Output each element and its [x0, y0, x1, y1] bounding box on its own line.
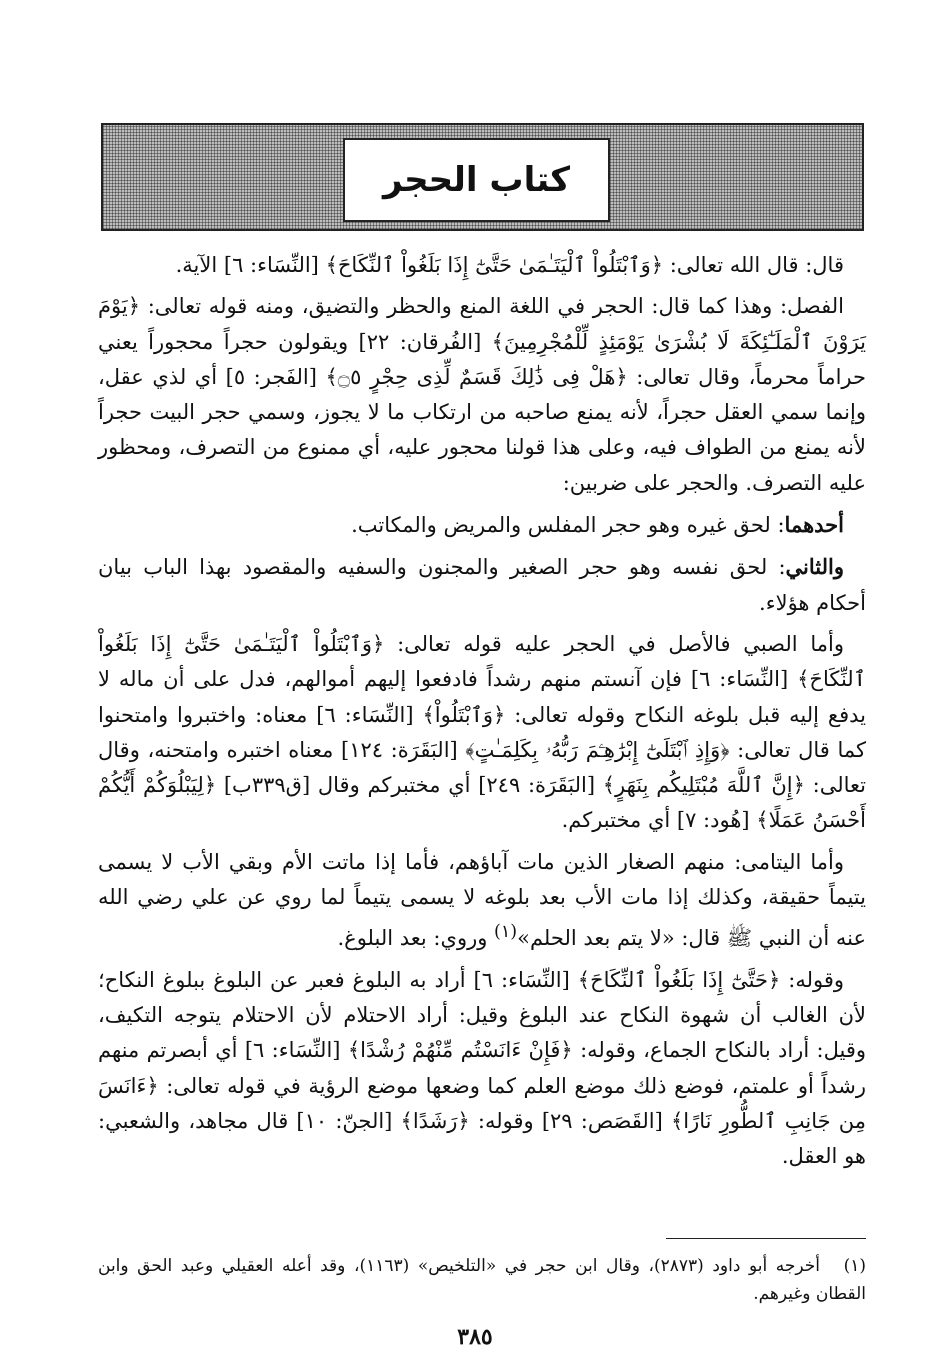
- paragraph: [98, 845, 866, 957]
- quran-verse: ﴿ءَانَسَ مِن جَانِبِ ٱلطُّورِ نَارًا﴾: [98, 1073, 866, 1133]
- text-segment: [النِّسَاء: ٦] الآية.: [175, 253, 326, 277]
- footnote-text: أخرجه أبو داود (٢٨٧٣)، وقال ابن حجر في «التلخيص» (١١٦٣)، وقد أعله العقيلي وعبد الحق وابن القطان وغيرهم.: [98, 1256, 866, 1304]
- text-segment: [القَصَص: ٢٩] وقوله:: [469, 1108, 671, 1133]
- quran-verse: ﴿لِيَبْلُوَكُمْ أَيُّكُمْ أَحْسَنُ عَمَلًا﴾: [98, 773, 866, 833]
- text-segment: وأما الصبي فالأصل في الحجر عليه قوله تعالى:: [384, 631, 844, 656]
- footnote-ref: (١): [494, 922, 518, 943]
- text-segment: [هُود: ٧] أي مختبركم.: [561, 808, 757, 833]
- footnote-number: (١): [843, 1256, 867, 1276]
- text-segment: [البَقَرَة: ١٢٤] معناه اختبره وامتحنه، وقال تعالى:: [98, 737, 866, 798]
- text-segment: [الجنّ: ١٠] قال مجاهد، والشعبي: هو العقل.: [98, 1108, 866, 1169]
- paragraph: [98, 963, 866, 1175]
- quran-verse: ﴿وَإِذِ ٱبْتَلَىٰٓ إِبْرَٰهِـۧمَ رَبُّهُۥ بِكَلِمَـٰتٍ﴾: [465, 737, 730, 762]
- footnote: [98, 1252, 866, 1308]
- text-segment: وروي: بعد البلوغ.: [337, 926, 495, 951]
- body-text: [98, 248, 866, 1180]
- quran-verse: ﴿وَٱبْتَلُواْ ٱلْيَتَـٰمَىٰ حَتَّىٰٓ إِذَا بَلَغُواْ ٱلنِّكَاحَ﴾: [98, 631, 866, 692]
- quran-verse: ﴿رَشَدًا﴾: [400, 1108, 470, 1133]
- text-segment: [النِّسَاء: ٦] معناه: واختبروا وامتحنوا كما قال تعالى:: [98, 702, 866, 762]
- quran-verse: ﴿وَٱبْتَلُواْ﴾: [422, 702, 506, 727]
- text-segment: : لحق نفسه وهو حجر الصغير والمجنون والسفيه والمقصود بهذا الباب بيان أحكام هؤلاء.: [98, 555, 866, 615]
- bold-term: أحدهما: [784, 512, 844, 538]
- text-segment: [النِّسَاء: ٦] أراد به البلوغ فعبر عن البلوغ ببلوغ النكاح؛ لأن الغالب أن شهوة النكاح عند البلوغ وقيل: أراد الاحتلام لأن الاحتلام يتوجه التكيف، وقيل: أراد بالنكاح الجماع، وقوله:: [98, 967, 866, 1063]
- text-segment: الفصل: وهذا كما قال: الحجر في اللغة المنع والحظر والتضيق، ومنه قوله تعالى:: [140, 294, 844, 319]
- paragraph: [98, 549, 866, 621]
- paragraph: [98, 289, 866, 501]
- text-segment: : لحق غيره وهو حجر المفلس والمريض والمكاتب.: [351, 513, 785, 538]
- text-segment: [النِّسَاء: ٦] أي أبصرتم منهم رشداً أو علمتم، فوضع ذلك موضع العلم كما وضعها موضع الرؤية في قوله تعالى:: [98, 1038, 866, 1098]
- text-segment: [الفُرقان: ٢٢] ويقولون حجراً محجوراً يعني حراماً محرماً، وقال تعالى:: [98, 329, 866, 389]
- paragraph: [98, 507, 866, 543]
- quran-verse: ﴿وَٱبْتَلُواْ ٱلْيَتَـٰمَىٰ حَتَّىٰٓ إِذَا بَلَغُواْ ٱلنِّكَاحَ﴾: [325, 253, 664, 277]
- chapter-title: كتاب الحجر: [383, 160, 570, 200]
- footnote-divider: [666, 1238, 866, 1239]
- text-segment: [النِّسَاء: ٦] فإن آنستم منهم رشداً فادفعوا إليهم أموالهم، فدل على أن ماله لا يدفع إليه قبل بلوغه النكاح وقوله تعالى:: [98, 667, 866, 727]
- bold-term: والثاني: [785, 554, 844, 580]
- text-segment: [الفَجر: ٥] أي لذي عقل، وإنما سمي العقل حجراً، لأنه يمنع صاحبه من ارتكاب ما لا يجوز، وسمي حجر البيت حجراً لأنه يمنع من الطواف فيه، وعلى هذا قولنا محجور عليه، أي ممنوع من التصرف، ومحظور عليه التصرف. والحجر على ضربين:: [98, 364, 866, 495]
- title-box: [343, 138, 610, 222]
- quran-verse: ﴿يَوْمَ يَرَوْنَ ٱلْمَلَـٰٓئِكَةَ لَا بُشْرَىٰ يَوْمَئِذٍ لِّلْمُجْرِمِينَ﴾: [98, 294, 867, 354]
- text-segment: [البَقَرَة: ٢٤٩] أي مختبركم وقال [ق٣٣٩ب]: [216, 773, 603, 798]
- text-segment: قال: قال الله تعالى:: [663, 253, 844, 277]
- paragraph: [98, 248, 866, 283]
- quran-verse: ﴿حَتَّىٰٓ إِذَا بَلَغُواْ ٱلنِّكَاحَ﴾: [577, 967, 781, 992]
- paragraph: [98, 627, 866, 839]
- quran-verse: ﴿هَلْ فِى ذَٰلِكَ قَسَمٌ لِّذِى حِجْرٍ ۝٥﴾: [325, 364, 628, 389]
- text-segment: وأما اليتامى: منهم الصغار الذين مات آباؤهم، فأما إذا ماتت الأم وبقي الأب لا يسمى يتيماً حقيقة، وكذلك إذا مات الأب بعد بلوغه لا يسمى يتيماً لما روي عن علي رضي الله عنه أن النبي ﷺ قال: «لا يتم بعد الحلم»: [98, 849, 866, 951]
- quran-verse: ﴿إِنَّ ٱللَّهَ مُبْتَلِيكُم بِنَهَرٍ﴾: [602, 773, 805, 798]
- text-segment: وقوله:: [780, 967, 845, 992]
- quran-verse: ﴿فَإِنْ ءَانَسْتُم مِّنْهُمْ رُشْدًا﴾: [347, 1038, 573, 1063]
- page-number: ٣٨٥: [457, 1324, 493, 1350]
